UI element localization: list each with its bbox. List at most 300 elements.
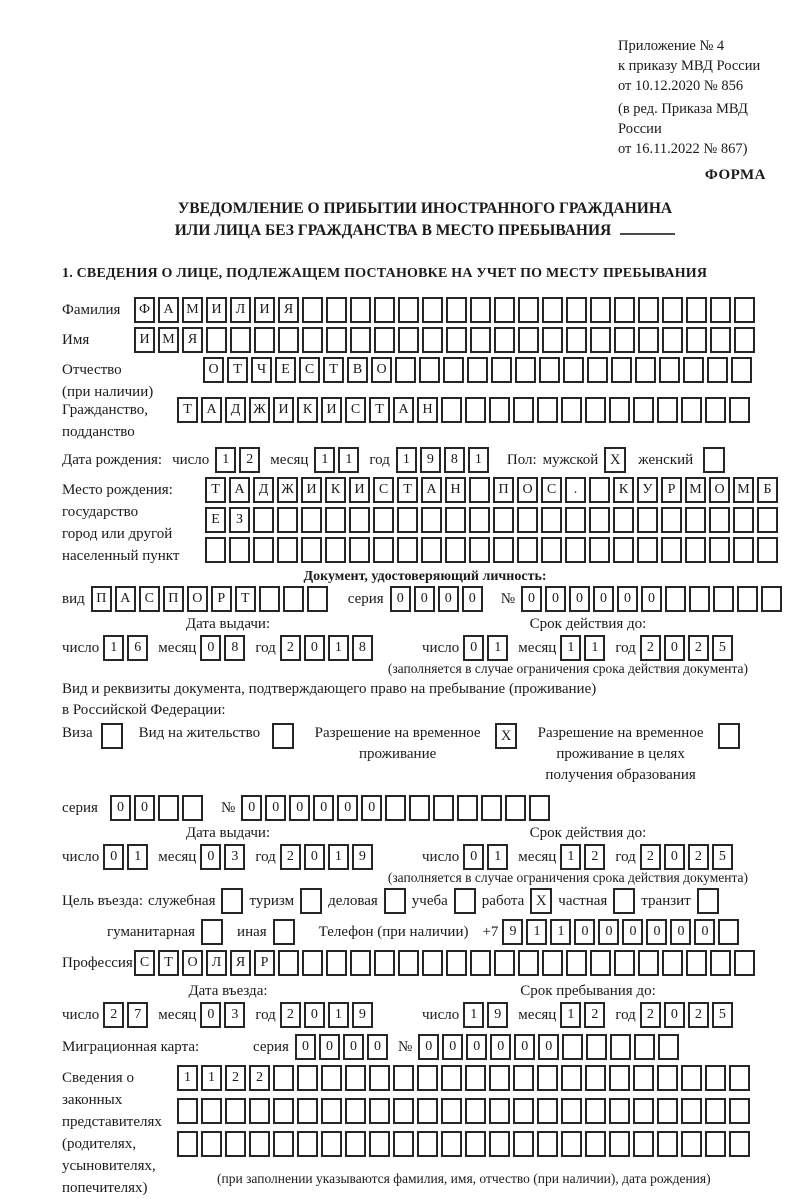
char-cell [518,327,539,353]
char-cell [734,327,755,353]
char-cell [590,950,611,976]
char-cell [610,1034,631,1060]
sex-label: Пол: [506,451,537,468]
char-cell: 0 [664,1002,685,1028]
char-cell [393,1065,414,1091]
issue-date-title: Дата выдачи: [185,825,271,841]
char-cell [470,327,491,353]
section1-heading: 1. СВЕДЕНИЯ О ЛИЦЕ, ПОДЛЕЖАЩЕМ ПОСТАНОВКЕ НА УЧЕТ ПО МЕСТУ ПРЕБЫВАНИЯ [62,266,708,281]
char-cell [393,1131,414,1157]
char-cell: 1 [560,844,581,870]
char-cell: Е [275,357,296,383]
char-cell [230,327,251,353]
char-cell [589,537,610,563]
issue-date-title: Дата выдачи: [185,616,271,632]
char-cell [182,795,203,821]
residence-series-cells [110,795,203,821]
char-cell: 0 [343,1034,364,1060]
appendix-note-line: от 16.11.2022 № 867) [618,141,748,157]
char-cell: 7 [127,1002,148,1028]
char-cell: М [182,297,203,323]
char-cell: М [685,477,706,503]
char-cell [254,327,275,353]
char-cell [470,297,491,323]
char-cell [441,1131,462,1157]
char-cell [710,297,731,323]
char-cell [718,919,739,945]
residence-doc-line1: Вид и реквизиты документа, подтверждающего право на пребывание (проживание) [62,681,597,697]
char-cell: 1 [127,844,148,870]
purpose-private-label: частная [558,892,608,909]
char-cell: 2 [640,844,661,870]
firstname-row [62,327,788,353]
char-cell [659,357,680,383]
char-cell [373,507,394,533]
char-cell [590,297,611,323]
char-cell: 9 [487,1002,508,1028]
char-cell [201,1131,222,1157]
profession-row [62,950,788,976]
char-cell: И [273,397,294,423]
char-cell: О [187,586,208,612]
char-cell [542,950,563,976]
char-cell: И [321,397,342,423]
char-cell: Т [397,477,418,503]
char-cell [542,327,563,353]
char-cell [681,397,702,423]
char-cell: 5 [712,844,733,870]
char-cell: 0 [617,586,638,612]
char-cell: Т [369,397,390,423]
year-label: год [255,1006,276,1023]
representatives-label-line: усыновителях, [62,1158,156,1174]
stay-until-line [422,1002,754,1028]
char-cell [713,586,734,612]
char-cell [537,1065,558,1091]
char-cell [734,297,755,323]
char-cell [661,537,682,563]
char-cell: 2 [584,1002,605,1028]
char-cell: 2 [280,844,301,870]
char-cell: Т [177,397,198,423]
char-cell [637,507,658,533]
char-cell [565,537,586,563]
char-cell [259,586,280,612]
char-cell [566,327,587,353]
char-cell [537,1131,558,1157]
char-cell [374,950,395,976]
char-cell: С [345,397,366,423]
char-cell [465,1065,486,1091]
char-cell: 2 [584,844,605,870]
char-cell [685,537,706,563]
identity-doc-dates [62,615,788,661]
sex-female-label: женский [638,451,694,468]
issue-date-line [62,635,394,661]
char-cell: С [139,586,160,612]
char-cell [297,1131,318,1157]
purpose-humanitarian-label: гуманитарная [107,923,196,940]
char-cell [705,1131,726,1157]
residence-doc-options [62,723,788,786]
char-cell: . [565,477,586,503]
valid-until-title: Срок действия до: [529,825,647,841]
char-cell [589,507,610,533]
char-cell: 0 [490,1034,511,1060]
doc-kind-cells [91,586,328,612]
representatives-cells-row2 [177,1098,750,1124]
representatives-block [62,1065,788,1199]
char-cell [489,1098,510,1124]
month-label: месяц [518,1006,557,1023]
char-cell: 0 [664,635,685,661]
char-cell [710,950,731,976]
char-cell: 0 [694,919,715,945]
birthplace-cells-row2 [205,507,778,533]
char-cell [422,327,443,353]
char-cell [469,507,490,533]
validity-note: (заполняется в случае ограничения срока действия документа) [387,661,748,676]
migration-number-cells [418,1034,679,1060]
purpose-tourism-checkbox [300,888,322,914]
char-cell [249,1131,270,1157]
month-label: месяц [158,1006,197,1023]
char-cell: 0 [200,635,221,661]
visa-option [62,723,123,749]
appendix-line: Приложение № 4 [618,38,725,54]
month-label: месяц [270,451,309,468]
char-cell [541,537,562,563]
residence-number-cells [241,795,550,821]
char-cell [633,397,654,423]
char-cell [273,1065,294,1091]
char-cell: 0 [134,795,155,821]
char-cell [561,397,582,423]
char-cell: 0 [538,1034,559,1060]
char-cell [421,537,442,563]
char-cell [297,1098,318,1124]
char-cell [321,1098,342,1124]
char-cell [369,1065,390,1091]
char-cell: Т [227,357,248,383]
char-cell [422,950,443,976]
char-cell [421,507,442,533]
char-cell: 0 [304,844,325,870]
char-cell [397,507,418,533]
birth-month-cells [314,447,359,473]
char-cell: 9 [352,1002,373,1028]
visit-purpose-label: Цель въезда: [62,892,143,909]
char-cell: А [229,477,250,503]
title-underline [620,233,675,235]
char-cell: 0 [463,635,484,661]
char-cell [469,477,490,503]
validity-note: (заполняется в случае ограничения срока действия документа) [387,870,748,885]
char-cell: 1 [468,447,489,473]
char-cell [729,1065,750,1091]
char-cell: Ж [249,397,270,423]
char-cell: 1 [338,447,359,473]
char-cell [345,1065,366,1091]
month-label: месяц [158,639,197,656]
char-cell [733,537,754,563]
char-cell [489,1065,510,1091]
char-cell: Т [205,477,226,503]
char-cell [513,1131,534,1157]
purpose-study-checkbox [454,888,476,914]
profession-label: Профессия [62,955,133,971]
char-cell [419,357,440,383]
char-cell: 1 [396,447,417,473]
number-label: № [220,799,236,816]
char-cell [633,1098,654,1124]
representatives-label-line: Сведения о [62,1070,134,1086]
char-cell [350,327,371,353]
char-cell [609,1065,630,1091]
representatives-label-line: попечителях) [62,1180,148,1196]
form-word: ФОРМА [704,167,766,183]
char-cell [613,537,634,563]
char-cell: А [421,477,442,503]
char-cell [422,297,443,323]
char-cell: К [297,397,318,423]
birthdate-label: Дата рождения: [62,451,163,468]
char-cell [441,397,462,423]
representatives-label-line: законных [62,1092,123,1108]
purpose-other-label: иная [237,923,267,940]
char-cell [686,297,707,323]
char-cell [446,297,467,323]
char-cell: 1 [215,447,236,473]
char-cell [734,950,755,976]
char-cell: 2 [280,1002,301,1028]
purpose-business-label: деловая [328,892,378,909]
char-cell [689,586,710,612]
year-label: год [255,639,276,656]
char-cell [205,537,226,563]
representatives-label-line: представителях [62,1114,162,1130]
male-checkbox: X [604,447,626,473]
char-cell: С [541,477,562,503]
char-cell [206,327,227,353]
visa-label: Виза [62,725,93,741]
char-cell [614,327,635,353]
char-cell: 0 [664,844,685,870]
char-cell: 0 [110,795,131,821]
char-cell: 9 [420,447,441,473]
char-cell [657,1065,678,1091]
char-cell: Р [211,586,232,612]
char-cell [638,297,659,323]
char-cell: 1 [314,447,335,473]
char-cell: 8 [444,447,465,473]
char-cell [662,327,683,353]
form-title-line2: ИЛИ ЛИЦА БЕЗ ГРАЖДАНСТВА В МЕСТО ПРЕБЫВАНИЯ [174,222,612,239]
char-cell: Б [757,477,778,503]
char-cell [705,397,726,423]
char-cell: 0 [313,795,334,821]
birthplace-cells-row1 [205,477,778,503]
char-cell [562,1034,583,1060]
char-cell: Л [230,297,251,323]
month-label: месяц [518,639,557,656]
char-cell: Ф [134,297,155,323]
char-cell: 1 [584,635,605,661]
char-cell [657,397,678,423]
char-cell [585,397,606,423]
purpose-tourism-label: туризм [249,892,295,909]
char-cell [494,950,515,976]
char-cell [493,507,514,533]
birthplace-label-city1: город или другой [62,526,173,542]
char-cell [417,1131,438,1157]
char-cell [321,1131,342,1157]
char-cell [505,795,526,821]
birth-day-cells [215,447,260,473]
char-cell [470,950,491,976]
char-cell [611,357,632,383]
char-cell [635,357,656,383]
char-cell [633,1131,654,1157]
day-label: число [422,848,460,865]
char-cell [587,357,608,383]
char-cell [177,1098,198,1124]
char-cell: 9 [352,844,373,870]
char-cell [586,1034,607,1060]
char-cell [321,1065,342,1091]
char-cell: 0 [418,1034,439,1060]
series-label: серия [253,1038,289,1055]
char-cell [613,507,634,533]
char-cell [585,1131,606,1157]
char-cell [443,357,464,383]
firstname-label: Имя [62,332,90,348]
char-cell: 8 [224,635,245,661]
purpose-business-checkbox [384,888,406,914]
char-cell [398,950,419,976]
doc-series-cells [390,586,483,612]
char-cell [705,1098,726,1124]
char-cell: Т [323,357,344,383]
char-cell [326,297,347,323]
char-cell [710,327,731,353]
char-cell: 1 [550,919,571,945]
char-cell [681,1131,702,1157]
issue-date-line [62,844,394,870]
char-cell [563,357,584,383]
char-cell [637,537,658,563]
char-cell [253,507,274,533]
char-cell: К [613,477,634,503]
char-cell: 0 [241,795,262,821]
char-cell: И [301,477,322,503]
char-cell [301,537,322,563]
char-cell: С [134,950,155,976]
char-cell: О [371,357,392,383]
char-cell [494,327,515,353]
day-label: число [422,639,460,656]
char-cell: 1 [103,635,124,661]
char-cell: 0 [545,586,566,612]
char-cell [398,327,419,353]
citizenship-cells [177,397,750,423]
char-cell: 1 [560,635,581,661]
migration-card-label: Миграционная карта: [62,1038,200,1055]
firstname-cells [134,327,755,353]
char-cell: П [163,586,184,612]
char-cell [326,950,347,976]
char-cell [681,1065,702,1091]
purpose-official-label: служебная [147,892,216,909]
surname-row [62,297,788,323]
char-cell: 1 [487,844,508,870]
char-cell: 1 [328,635,349,661]
residence-doc-line2: в Российской Федерации: [62,702,226,718]
patronymic-label: Отчество [62,362,122,378]
char-cell: 0 [265,795,286,821]
day-label: число [172,451,210,468]
entry-date-title: Дата въезда: [188,983,268,999]
char-cell [585,1098,606,1124]
char-cell [369,1098,390,1124]
char-cell [565,507,586,533]
entry-date-line [62,1002,394,1028]
representatives-label-line: (родителях, [62,1136,137,1152]
char-cell [369,1131,390,1157]
char-cell [395,357,416,383]
char-cell [614,950,635,976]
char-cell: 0 [569,586,590,612]
citizenship-row [62,397,788,443]
char-cell [417,1098,438,1124]
char-cell: Р [254,950,275,976]
char-cell [638,327,659,353]
char-cell [518,297,539,323]
char-cell: 0 [289,795,310,821]
doc-number-cells [521,586,782,612]
char-cell [683,357,704,383]
char-cell [638,950,659,976]
char-cell: К [325,477,346,503]
year-label: год [615,848,636,865]
char-cell: 0 [438,586,459,612]
char-cell [446,327,467,353]
char-cell [385,795,406,821]
char-cell [349,537,370,563]
char-cell: Д [253,477,274,503]
char-cell [537,1098,558,1124]
char-cell [590,327,611,353]
month-label: месяц [158,848,197,865]
char-cell [707,357,728,383]
char-cell [273,1131,294,1157]
char-cell: Л [206,950,227,976]
char-cell: 0 [670,919,691,945]
char-cell [325,507,346,533]
char-cell: 6 [127,635,148,661]
char-cell [158,795,179,821]
surname-cells [134,297,755,323]
char-cell: С [373,477,394,503]
char-cell: 2 [688,844,709,870]
identity-doc-row [62,586,788,612]
char-cell [467,357,488,383]
char-cell: А [201,397,222,423]
purpose-humanitarian-checkbox [201,919,223,945]
char-cell: 0 [103,844,124,870]
char-cell: М [158,327,179,353]
char-cell: Д [225,397,246,423]
